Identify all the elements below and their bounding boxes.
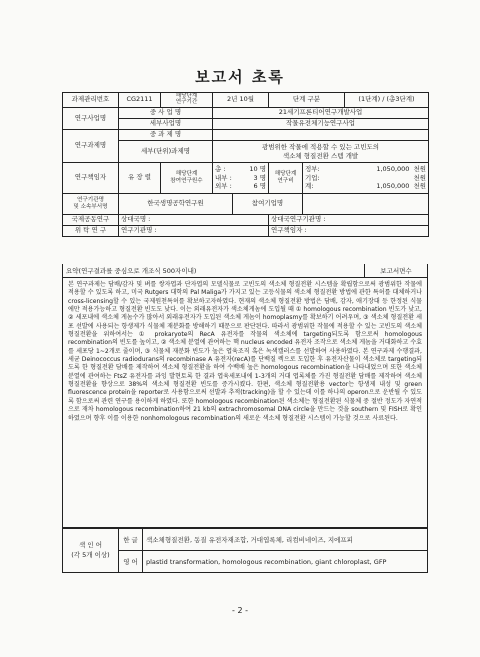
total-label: 총 :: [215, 165, 226, 174]
main-project-label: 중 과 제 명: [119, 130, 213, 141]
intl-country: 상대국명 :: [119, 215, 269, 226]
summary-header-label: 요약(연구결과를 중심으로 개조식 500자이내): [63, 264, 365, 277]
subcontract-label: 위 탁 연 구: [63, 226, 119, 237]
internal-label: 내부 :: [215, 173, 232, 182]
participating-corp: [303, 194, 429, 215]
sub-program-label: 세부사업명: [119, 119, 213, 130]
period-value: 2년 10월: [213, 93, 269, 108]
korean-keywords: 색소체형질전환, 동질 유전자재조합, 거대엽록체, 리컴비네이즈, 지에프피: [143, 529, 428, 551]
sub-project: [213, 141, 429, 163]
page-title: 보고서 초록: [195, 68, 285, 86]
participating-corp-label: 참여기업명: [233, 194, 303, 215]
corp-amount: [329, 174, 413, 182]
org-label: 연구기관명 및 소속부서명: [63, 194, 119, 215]
gov-label: 정부:: [305, 165, 320, 174]
sub-project-label: 세부(단위)과제명: [119, 141, 213, 163]
budget-values: [303, 163, 429, 194]
external-label: 외부 :: [215, 182, 232, 191]
stage-value: (1단계) / (총3단계): [345, 93, 429, 108]
period-label: 해당단계 연구기간: [161, 93, 213, 108]
gov-unit: 천원: [413, 165, 426, 174]
subcontract-pi: 연구책임자 :: [269, 226, 429, 237]
budget-label: 해당단계 연구비: [269, 163, 303, 194]
report-pages-label: 보고서면수: [380, 267, 412, 275]
main-program-label: 중 사 업 명: [119, 108, 213, 119]
keywords-label: [63, 529, 119, 573]
participants-label: 해당단계 참여연구원수: [161, 163, 213, 194]
sub-program: 작물유전체기능연구사업: [213, 119, 429, 130]
mgmt-no: CG2111: [119, 93, 161, 108]
external-count: 6 명: [253, 182, 266, 191]
summary-text: 본 연구과제는 담배/감자 및 벼를 쌍자엽과 단자엽의 모델식물로 고빈도의 색소체 형질전환 시스템을 확립함으로써 광범위한 작물에 적용할 수 있도록 하고, 미국 Rutgers 대학의 Pal Maliga가 가지고 있는 고등식물의 색소체 형질전환 방법에 관한 특허를 대체하거나 cross-licensing할 수 있는 국제원천특허를 확보하고자하였다. 현재의 색소체 형질전환 방법은 담배, 감자, 애기장대 등 한정된 식물에만 적용가능하고 형질전환 빈도도 낮다. 이는 외래유전자가 색소체게놈에 도입될 때 ① homologous recombination 빈도가 낮고, ② 세포내에 색소체 게놈수가 많아서 외래유전자가 도입된 색소체 게놈이 homoplasmy를 확보하기 어려우며, ③ 색소체 형질전환 세포 선발에 사용되는 항생제가 식물체 재분화를 방해하기 때문으로 판단된다. 따라서 광범위한 작물에 적용할 수 있는 고빈도의 색소체 형질전환을 위하여서는 ① prokaryote의 RecA 유전자를 작물의 색소체에 targeting되도록 함으로써 homologous recombination의 빈도를 높이고, ② 색소체 분열에 관여하는 핵 nucleus encoded 유전자 조작으로 색소체 게놈을 거대화하고 수효를 세포당 1~2개로 줄이며, ③ 식물체 재분화 빈도가 높은 엽육조직 혹은 녹색캘러스를 선발하여 사용하였다. 본 연구과제 수행결과, 세균 Deinococcus radiodurans의 recombinase A 유전자(recA)를 단백질 렉으로 도입한 후 유전자산물이 색소체로 targeting되도록 한 형질전환 담배를 제작하여 색소체 형질전환을 하여 수백배 높은 homologous recombination을 나타내었으며 또한 색소체 분열에 관여하는 FtsZ 유전자를 과잉 발현토록 한 결과 엽육세포내에 1-3개의 거대 엽록체를 가진 형질전환 담배를 제작하여 색소체 형질전환율 향상으로 38%의 색소체 형질전환 빈도를 증가시켰다. 한편, 색소체 형질전환용 vector는 항생제 내성 및 green fluorescence protein을 reporter로 사용함으로써 선발과 추적(tracking)을 할 수 있는데 이를 하나의 operon으로 운반될 수 있도록 함으로써 관련 연구를 용이하게 하였다. 또한 homologous recombination된 색소체는 형질전환된 식물체 중 절반 정도가 자연적으로 재차 homologous recombination하여 21 kb의 extrachromosomal DNA circle을 만드는 것을 southern 및 FISH로 확인하였으며 향후 이를 이용한 nonhomologous recombination의 새로운 색소체 형질전환 시스템이 가능할 것으로 사료된다.: [68, 281, 422, 422]
org-name: 한국생명공학연구원: [119, 194, 233, 215]
project-label: 연구과제명: [63, 130, 119, 163]
total-count: 10 명: [249, 165, 266, 174]
summary-body: [62, 278, 428, 528]
pi-label: 연구책임자: [63, 163, 119, 194]
mgmt-no-label: 과제관리번호: [63, 93, 119, 108]
internal-count: 3 명: [253, 173, 266, 182]
pi-name: 유 장 렬: [119, 163, 161, 194]
program-label: 연구사업명: [63, 108, 119, 130]
sub-project-line1: 광범위한 작물에 적용할 수 있는 고빈도의: [261, 142, 380, 151]
keywords-label-line1: 색 인 어: [79, 540, 102, 549]
page-number: - 2 -: [232, 606, 248, 615]
main-program: 21세기프론티어연구개발사업: [213, 108, 429, 119]
summary-header: [62, 264, 428, 278]
gov-amount: 1,050,000: [376, 165, 410, 174]
corp-label: 기업:: [305, 173, 320, 182]
korean-label: 한 글: [119, 529, 143, 551]
sum-unit: 천원: [413, 182, 426, 191]
sum-amount: 1,050,000: [376, 182, 410, 191]
stage-label: 단계 구분: [269, 93, 345, 108]
participant-counts: [213, 163, 269, 194]
keywords-label-line2: (각 5개 이상): [71, 550, 110, 559]
subcontract-org: 연구기관명 :: [119, 226, 269, 237]
main-project: [213, 130, 429, 141]
english-keywords: plastid transformation, homologous recombination, giant chloroplast, GFP: [143, 551, 428, 573]
keywords-table: [62, 528, 428, 573]
intl-org: 상대국연구기관명 :: [269, 215, 429, 226]
english-label: 영 어: [119, 551, 143, 573]
corp-unit: 천원: [413, 173, 426, 182]
project-meta-table: [62, 92, 429, 237]
sum-label: 계:: [305, 182, 314, 191]
sub-project-line2: 색소체 형질전환 스템 개발: [282, 151, 359, 160]
intl-label: 국제공동연구: [63, 215, 119, 226]
